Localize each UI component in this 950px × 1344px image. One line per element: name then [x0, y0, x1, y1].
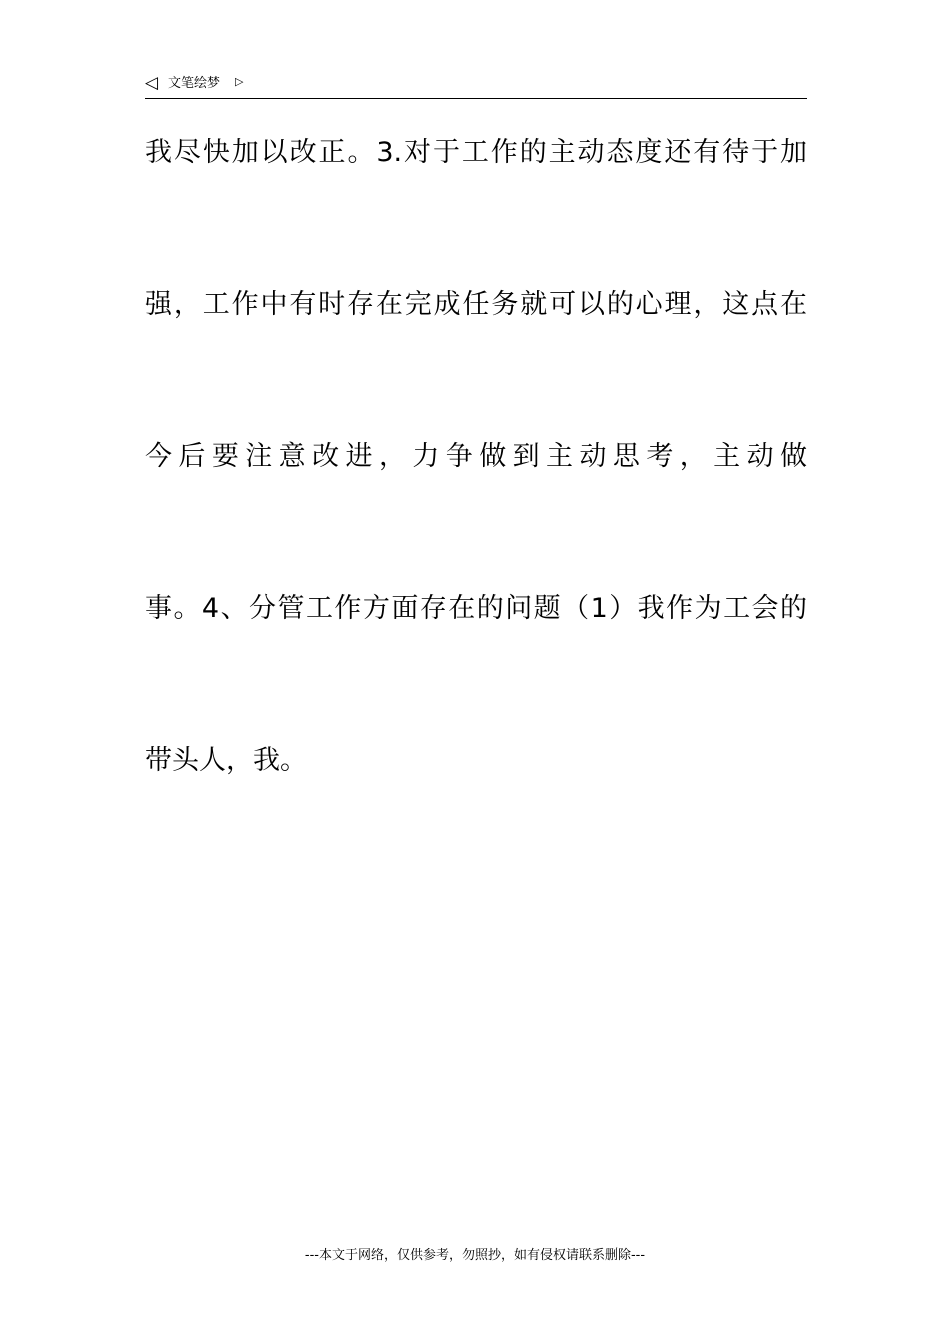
body-line-5: 带头人，我。 — [145, 745, 307, 776]
body-line-4: 事。4、分管工作方面存在的问题（1）我作为工会的 — [145, 593, 807, 624]
right-triangle-icon: ▷ — [235, 75, 244, 88]
body-line-3: 今后要注意改进，力争做到主动思考，主动做 — [145, 441, 807, 472]
header-title: 文笔绘梦 — [168, 76, 221, 91]
page-header — [145, 72, 807, 99]
left-triangle-icon: ◁ — [145, 73, 159, 93]
body-line-1: 我尽快加以改正。3.对于工作的主动态度还有待于加 — [145, 137, 807, 168]
page-footer: ---本文于网络，仅供参考，勿照抄，如有侵权请联系删除--- — [304, 1248, 646, 1263]
document-body — [145, 131, 807, 891]
body-line-2: 强，工作中有时存在完成任务就可以的心理，这点在 — [145, 289, 807, 320]
